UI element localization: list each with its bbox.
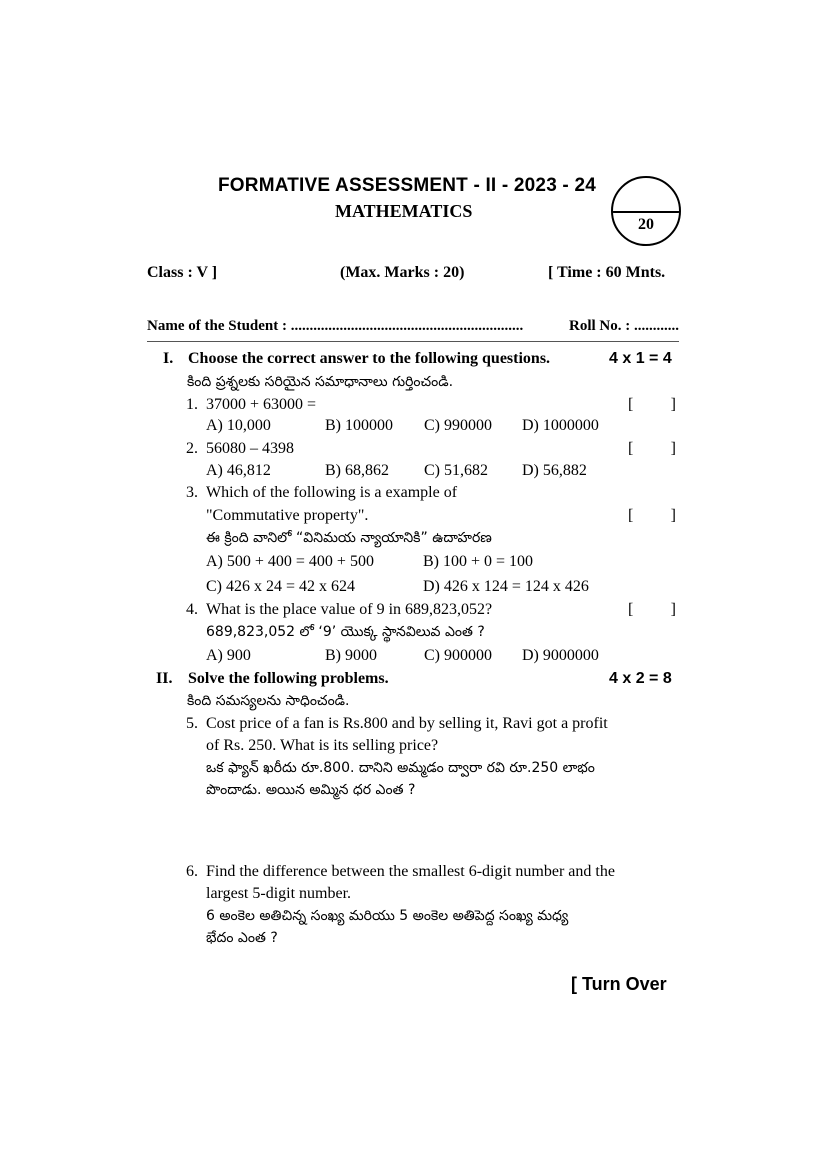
q5-telugu-line2: పొందాడు. అయిన అమ్మిన ధర ఎంత ? [206, 782, 416, 798]
q6-text: Find the difference between the smallest 6-digit number and the [206, 863, 615, 880]
q6-text-line2: largest 5-digit number. [206, 885, 352, 902]
q3-number: 3. [186, 484, 198, 501]
q1-text: 37000 + 63000 = [206, 396, 317, 413]
q4-answer-box[interactable]: [ ] [628, 601, 676, 618]
q1-number: 1. [186, 396, 198, 413]
section2-telugu: కింది సమస్యలను సాధించండి. [187, 693, 350, 709]
roll-no-field[interactable]: Roll No. : ............ [569, 318, 679, 334]
q3-telugu: ఈ క్రింది వానిలో “వినిమయ న్యాయానికి” ఉదాహరణ [206, 530, 492, 546]
section2-heading: Solve the following problems. [188, 670, 389, 687]
section1-telugu: కింది ప్రశ్నలకు సరియైన సమాధానాలు గుర్తించండి. [187, 374, 454, 390]
q1-option-d: D) 1000000 [522, 417, 599, 434]
q1-answer-box[interactable]: [ ] [628, 396, 676, 413]
turn-over-label: [ Turn Over [571, 974, 667, 994]
class-label: Class : V ] [147, 264, 218, 281]
q3-option-c: C) 426 x 24 = 42 x 624 [206, 578, 356, 595]
q3-answer-box[interactable]: [ ] [628, 507, 676, 524]
student-info-row [147, 318, 679, 335]
q2-answer-box[interactable]: [ ] [628, 440, 676, 457]
max-marks-label: (Max. Marks : 20) [340, 264, 465, 281]
q6-number: 6. [186, 863, 198, 880]
q4-option-d: D) 9000000 [522, 647, 599, 664]
section2-number: II. [156, 670, 173, 687]
q3-text-line2: "Commutative property". [206, 507, 369, 524]
q4-option-b: B) 9000 [325, 647, 377, 664]
q2-option-d: D) 56,882 [522, 462, 587, 479]
q4-text: What is the place value of 9 in 689,823,052? [206, 601, 493, 618]
section1-heading: Choose the correct answer to the following questions. [188, 350, 551, 367]
q3-option-a: A) 500 + 400 = 400 + 500 [206, 553, 374, 570]
q3-option-b: B) 100 + 0 = 100 [423, 553, 534, 570]
q2-text: 56080 – 4398 [206, 440, 294, 457]
q4-number: 4. [186, 601, 198, 618]
exam-title: FORMATIVE ASSESSMENT - II - 2023 - 24 [218, 175, 596, 196]
total-marks: 20 [638, 216, 654, 233]
header-divider [147, 341, 679, 342]
section2-marks: 4 x 2 = 8 [609, 670, 672, 687]
q3-option-d: D) 426 x 124 = 124 x 426 [423, 578, 589, 595]
q6-telugu-line2: భేదం ఎంత ? [206, 930, 278, 946]
q2-option-c: C) 51,682 [424, 462, 488, 479]
marks-circle [611, 176, 681, 246]
q5-text: Cost price of a fan is Rs.800 and by selling it, Ravi got a profit [206, 715, 608, 732]
q1-option-c: C) 990000 [424, 417, 492, 434]
time-label: [ Time : 60 Mnts. [548, 264, 666, 281]
q4-telugu: 689,823,052 లో ‘9’ యొక్క స్థానవిలువ ఎంత ? [206, 624, 485, 640]
subject-title: MATHEMATICS [335, 201, 473, 221]
q6-telugu: 6 అంకెల అతిచిన్న సంఖ్య మరియు 5 అంకెల అతిపెద్ద సంఖ్య మధ్య [206, 908, 569, 924]
q4-option-c: C) 900000 [424, 647, 492, 664]
q5-text-line2: of Rs. 250. What is its selling price? [206, 737, 439, 754]
q3-text: Which of the following is a example of [206, 484, 458, 501]
q2-option-a: A) 46,812 [206, 462, 271, 479]
q5-telugu: ఒక ఫ్యాన్ ఖరీదు రూ.800. దానిని అమ్మడం ద్వారా రవి రూ.250 లాభం [206, 760, 595, 776]
q5-number: 5. [186, 715, 198, 732]
q2-number: 2. [186, 440, 198, 457]
q1-option-b: B) 100000 [325, 417, 393, 434]
q2-option-b: B) 68,862 [325, 462, 389, 479]
section1-number: I. [163, 350, 174, 367]
q1-option-a: A) 10,000 [206, 417, 271, 434]
student-name-field[interactable]: Name of the Student : .............................................................. [147, 318, 524, 334]
q4-option-a: A) 900 [206, 647, 251, 664]
circle-divider [613, 211, 679, 213]
section1-marks: 4 x 1 = 4 [609, 350, 672, 367]
